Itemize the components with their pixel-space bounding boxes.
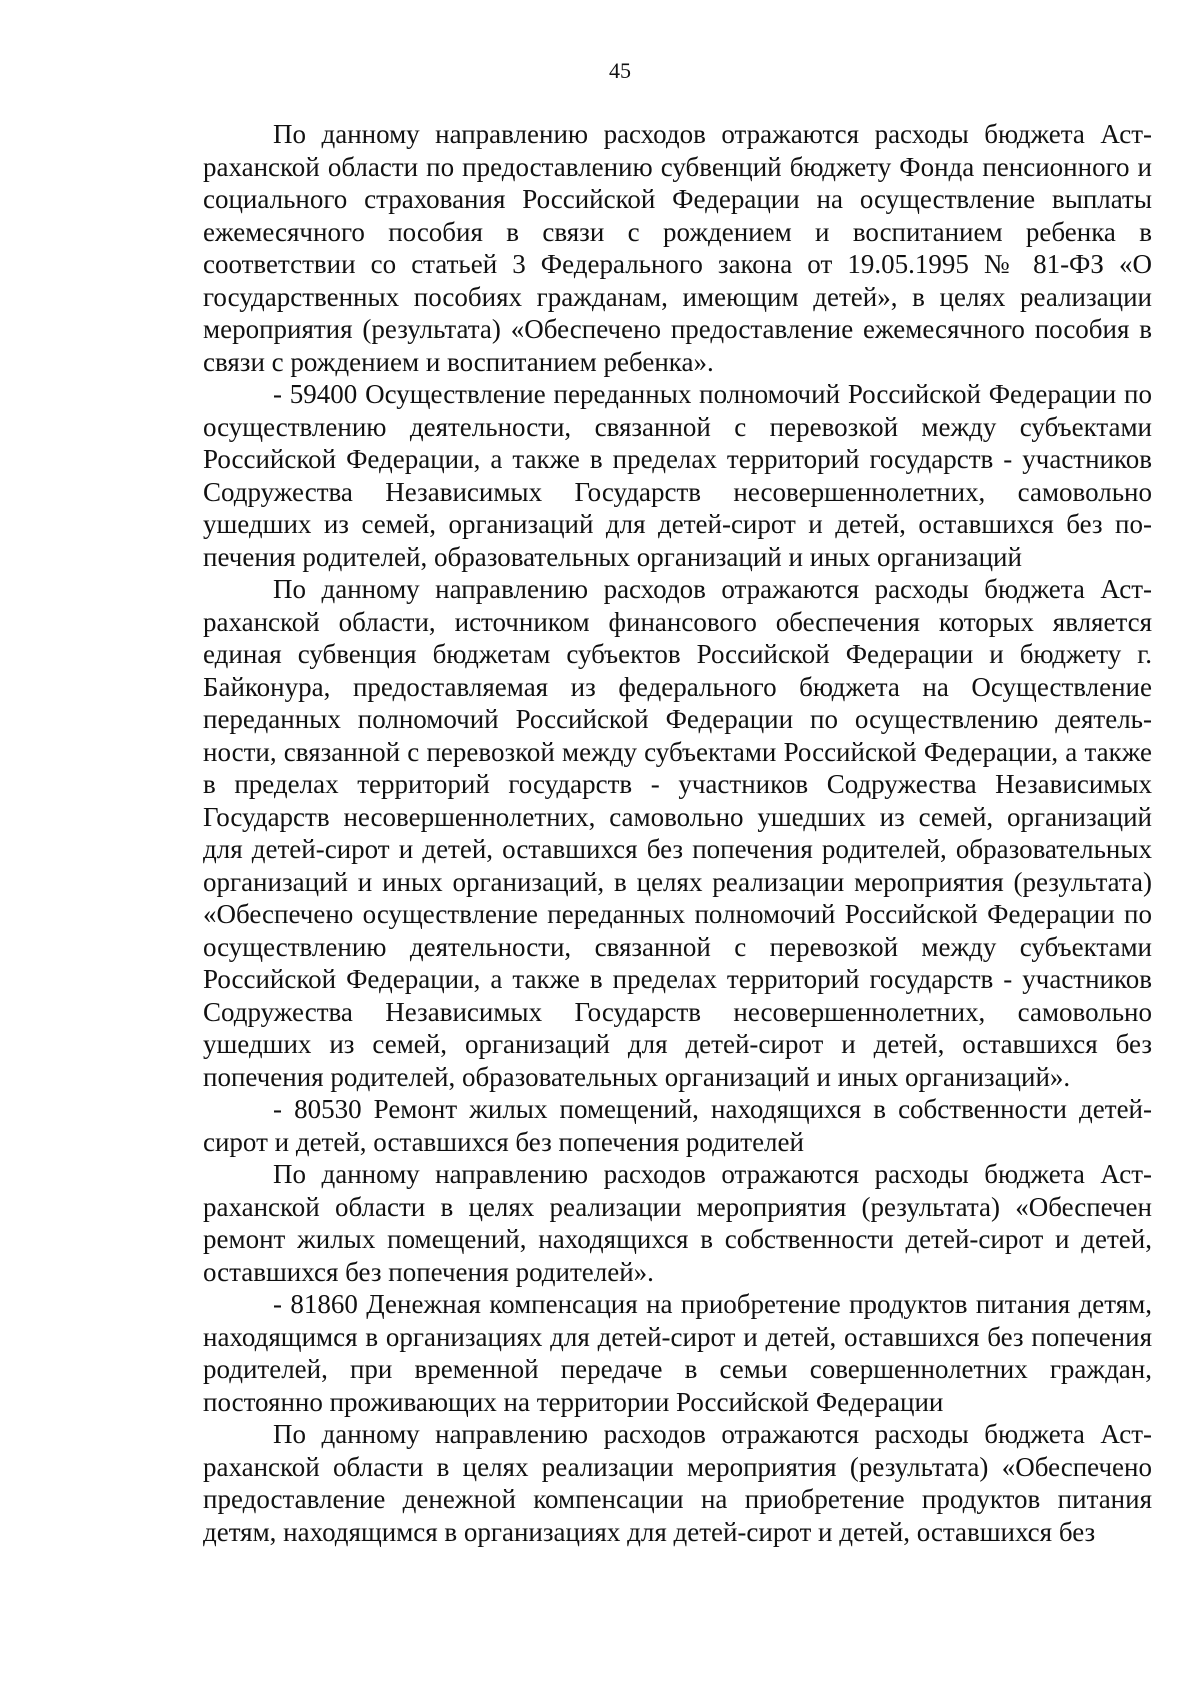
paragraph: По данному направлению расходов отражаются расходы бюджета Астраханской области в целях реализации мероприятия (результата) «Обеспечен ремонт жилых помещений, находящихся в собственности детей-сирот и детей, оставшихся без попечения родителей». — [203, 1159, 1152, 1287]
paragraph: - 81860 Денежная компенсация на приобретение продуктов питания детям, находящимся в организациях для детей-сирот и детей, оставшихся без попечения родителей, при временной передаче в семьи совершеннолетних граждан, постоянно проживающих на территории Российской Федерации — [203, 1289, 1152, 1417]
paragraph: По данному направлению расходов отражаются расходы бюджета Астраханской области в целях реализации мероприятия (результата) «Обеспечено предоставление денежной компенсации на приобретение продуктов питания детям, находящимся в организациях для детей-сирот и детей, оставшихся без — [203, 1419, 1152, 1547]
document-body — [203, 118, 1152, 1548]
paragraph: - 80530 Ремонт жилых помещений, находящихся в собственности детей-сирот и детей, оставшихся без попечения родителей — [203, 1094, 1152, 1157]
page-number: 45 — [609, 58, 631, 83]
paragraph: - 59400 Осуществление переданных полномочий Российской Федерации по осуществлению деятельности, связанной с перевозкой между субъектами Российской Федерации, а также в пределах территорий государств - участников Содружества Независимых Государств несовершеннолетних, самовольно ушедших из семей, организаций для детей-сирот и детей, оставшихся без попечения родителей, образовательных организаций и иных организаций — [203, 379, 1152, 572]
paragraph: По данному направлению расходов отражаются расходы бюджета Астраханской области, источником финансового обеспечения которых является единая субвенция бюджетам субъектов Российской Федерации и бюджету г. Байконура, предоставляемая из федерального бюджета на Осуществление переданных полномочий Российской Федерации по осуществлению деятельности, связанной с перевозкой между субъектами Российской Федерации, а также в пределах территорий государств - участников Содружества Независимых Государств несовершеннолетних, самовольно ушедших из семей, организаций для детей-сирот и детей, оставшихся без попечения родителей, образовательных организаций и иных организаций, в целях реализации мероприятия (результата) «Обеспечено осуществление переданных полномочий Российской Федерации по осуществлению деятельности, связанной с перевозкой между субъектами Российской Федерации, а также в пределах территорий государств - участников Содружества Независимых Государств несовершеннолетних, самовольно ушедших из семей, организаций для детей-сирот и детей, оставшихся без попечения родителей, образовательных организаций и иных организаций». — [203, 574, 1152, 1092]
paragraph: По данному направлению расходов отражаются расходы бюджета Астраханской области по предоставлению субвенций бюджету Фонда пенсионного и социального страхования Российской Федерации на осуществление выплаты ежемесячного пособия в связи с рождением и воспитанием ребенка в соответствии со статьей 3 Федерального закона от 19.05.1995 № 81-ФЗ «О государственных пособиях гражданам, имеющим детей», в целях реализации мероприятия (результата) «Обеспечено предоставление ежемесячного пособия в связи с рождением и воспитанием ребенка». — [203, 119, 1152, 377]
